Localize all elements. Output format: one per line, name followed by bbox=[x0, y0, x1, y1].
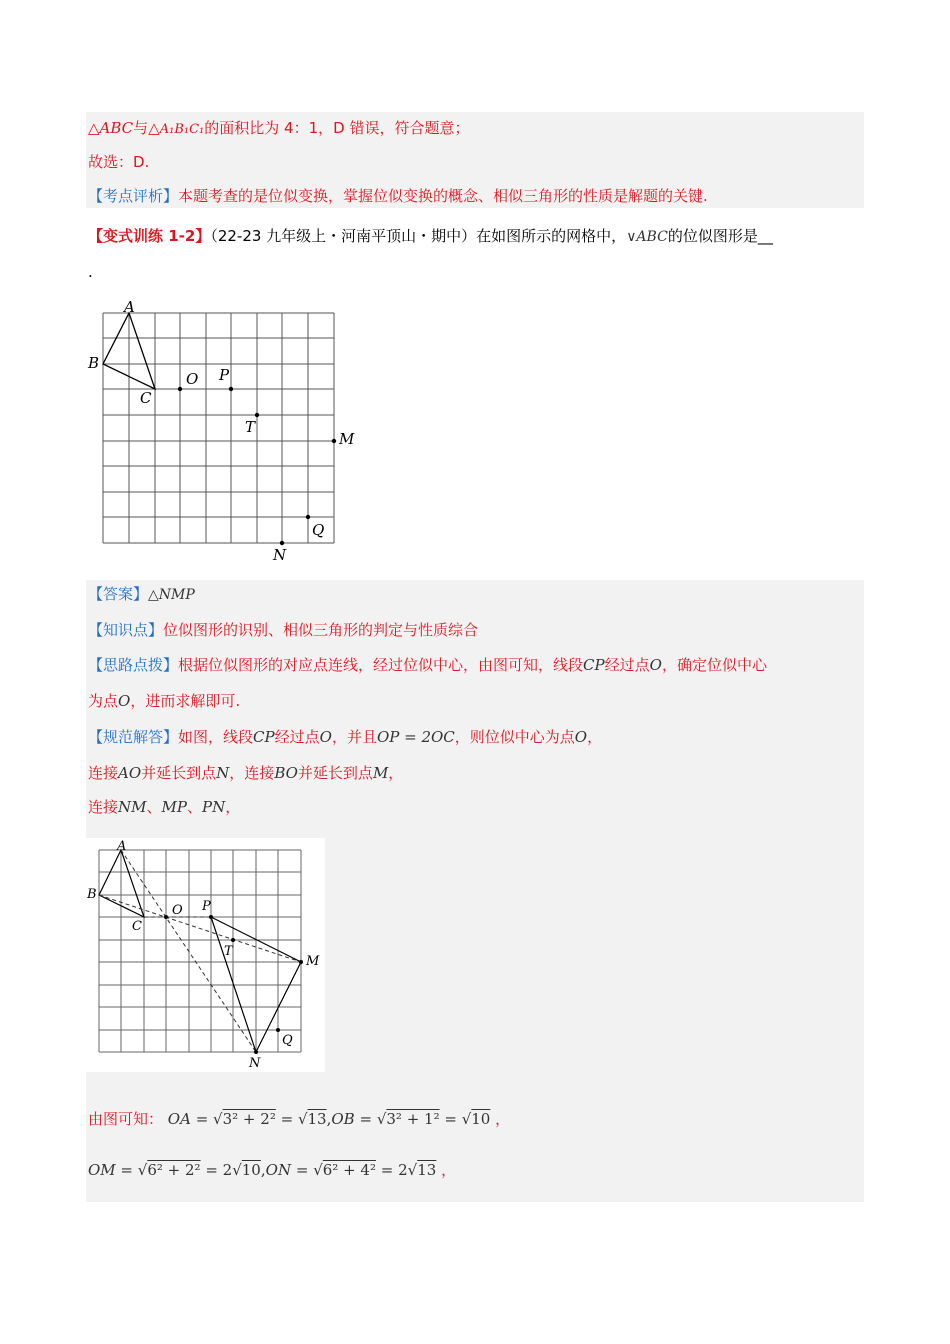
solution-tag: 【规范解答】 bbox=[88, 728, 179, 746]
figure-1-grid bbox=[84, 296, 374, 566]
question-tag: 【变式训练 1-2】 bbox=[88, 227, 211, 245]
label-a: A bbox=[124, 298, 135, 316]
knowledge-tag: 【知识点】 bbox=[88, 621, 164, 639]
formula-om-on: OM = √6² + 2² = 2√10,ON = √6² + 4² = 2√13 bbox=[88, 1161, 437, 1179]
label-p: P bbox=[219, 366, 230, 384]
label-t-2: T bbox=[224, 944, 233, 959]
label-c-2: C bbox=[132, 919, 142, 934]
choice-line: 故选：D. bbox=[88, 153, 150, 171]
answer-value: △NMP bbox=[148, 587, 195, 603]
label-a-2: A bbox=[117, 839, 127, 854]
thinking-line-1: 【思路点拨】根据位似图形的对应点连线，经过位似中心，由图可知，线段CP经过点O，确定位似中心 bbox=[88, 656, 767, 674]
evaluation-tag: 【考点评析】 bbox=[88, 187, 179, 205]
area-ratio-line: △ABC与△A₁B₁C₁的面积比为 4：1，D 错误，符合题意； bbox=[88, 119, 470, 137]
label-b-2: B bbox=[87, 887, 97, 902]
thinking-line-2: 为点O，进而求解即可. bbox=[88, 692, 241, 710]
figure-2-grid bbox=[86, 838, 325, 1072]
solution-line-1: 【规范解答】如图，线段CP经过点O，并且OP = 2OC，则位似中心为点O， bbox=[88, 728, 603, 746]
label-p-2: P bbox=[202, 899, 211, 914]
formula-line-1: 由图可知： OA = √3² + 2² = √13,OB = √3² + 1² = √10 ， bbox=[88, 1110, 511, 1128]
label-q: Q bbox=[312, 521, 325, 539]
solution-line-3: 连接NM、MP、PN， bbox=[88, 798, 241, 816]
answer-line bbox=[88, 584, 195, 605]
question-dot: . bbox=[88, 263, 93, 281]
label-n-2: N bbox=[249, 1056, 261, 1071]
formula-oa-ob: OA = √3² + 2² = √13,OB = √3² + 1² = √10 bbox=[167, 1110, 491, 1128]
label-n: N bbox=[273, 546, 287, 564]
label-o: O bbox=[186, 370, 199, 388]
formula-line-2: OM = √6² + 2² = 2√10,ON = √6² + 4² = 2√13 ， bbox=[88, 1161, 457, 1179]
label-c: C bbox=[140, 389, 152, 407]
label-m: M bbox=[339, 430, 355, 448]
label-q-2: Q bbox=[282, 1033, 293, 1048]
answer-tag: 【答案】 bbox=[88, 585, 149, 603]
label-b: B bbox=[88, 354, 100, 372]
label-m-2: M bbox=[306, 954, 320, 969]
grid-lines bbox=[103, 313, 334, 543]
solution-line-2: 连接AO并延长到点N，连接BO并延长到点M， bbox=[88, 764, 404, 782]
knowledge-line: 【知识点】位似图形的识别、相似三角形的判定与性质综合 bbox=[88, 621, 479, 639]
label-o-2: O bbox=[172, 903, 183, 918]
question-line: 【变式训练 1-2】（22-23 九年级上・河南平顶山・期中）在如图所示的网格中，∨ABC的位似图形是__ bbox=[88, 227, 773, 245]
evaluation-line: 【考点评析】本题考查的是位似变换，掌握位似变换的概念、相似三角形的性质是解题的关键. bbox=[88, 187, 708, 205]
thinking-tag: 【思路点拨】 bbox=[88, 656, 179, 674]
label-t: T bbox=[245, 418, 256, 436]
